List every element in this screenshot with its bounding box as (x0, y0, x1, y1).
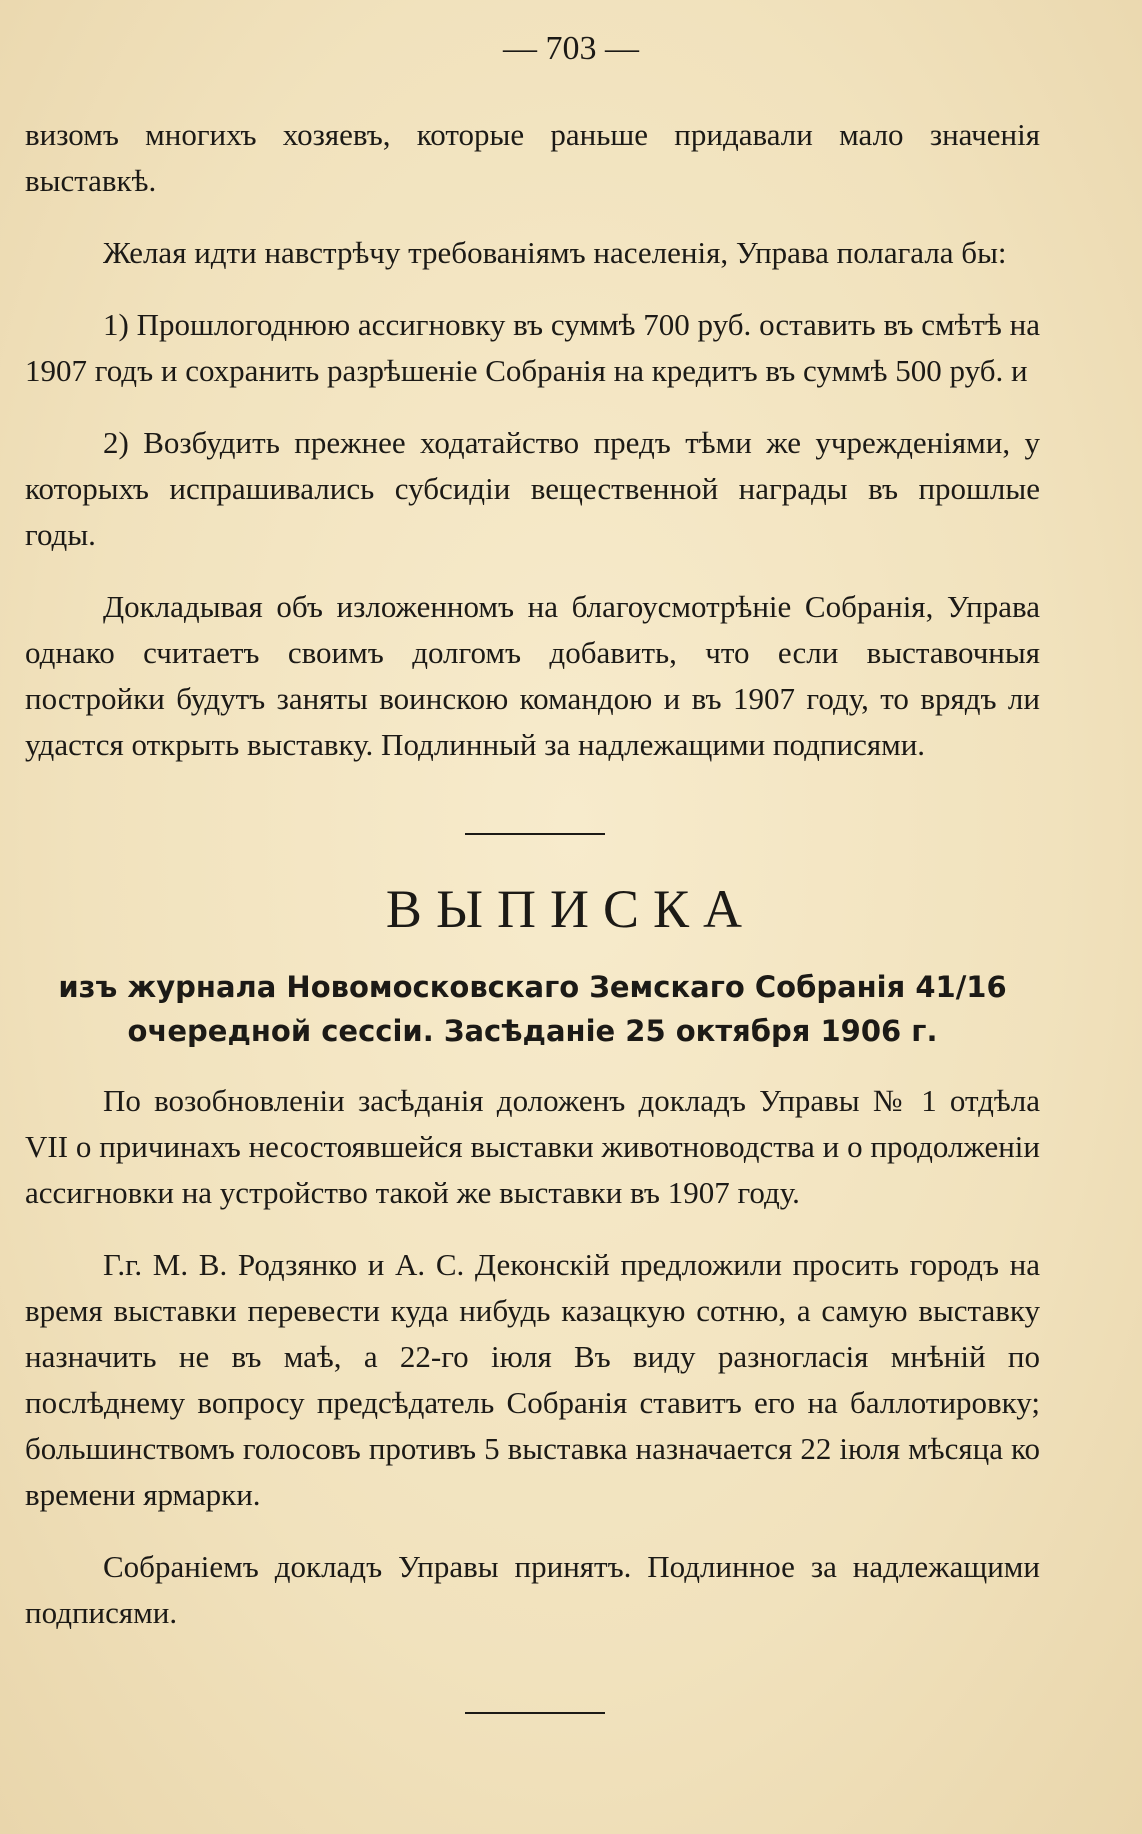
body-section-2 (25, 1078, 1040, 1636)
paragraph: Собраніемъ докладъ Управы принятъ. Подлинное за надлежащими подписями. (25, 1549, 1040, 1630)
section-subheading: изъ журнала Новомосковскаго Земскаго Собранія 41/16 очередной сессіи. Засѣданіе 25 октября 1906 г. (58, 970, 1007, 1048)
paragraph: Г.г. М. В. Родзянко и А. С. Деконскій предложили просить городъ на время выставки перевести куда нибудь казацкую сотню, а самую выставку назначить не въ маѣ, а 22-го іюля Въ виду разногласія мнѣній по послѣднему вопросу предсѣдатель Собранія ставитъ его на баллотировку; большинствомъ голосовъ противъ 5 выставка назначается 22 іюля мѣсяца ко времени ярмарки. (25, 1247, 1040, 1512)
paragraph: Желая идти навстрѣчу требованіямъ населенія, Управа полагала бы: (103, 235, 1007, 270)
body-section-1 (25, 112, 1040, 768)
paragraph: 1) Прошлогоднюю ассигновку въ суммѣ 700 руб. оставить въ смѣтѣ на 1907 годъ и сохранить разрѣшеніе Собранія на кредитъ въ суммѣ 500 руб. и (25, 307, 1040, 388)
paragraph: визомъ многихъ хозяевъ, которые раньше придавали мало значенія выставкѣ. (25, 117, 1040, 198)
paragraph: Докладывая объ изложенномъ на благоусмотрѣніе Собранія, Управа однако считаетъ своимъ долгомъ добавить, что если выставочныя постройки будутъ заняты воинскою командою и въ 1907 году, то врядъ ли удастся открыть выставку. Подлинный за надлежащими подписями. (25, 589, 1040, 762)
divider (465, 1712, 605, 1714)
divider (465, 833, 605, 835)
paragraph: 2) Возбудить прежнее ходатайство предъ тѣми же учрежденіями, у которыхъ испрашивались субсидіи вещественной награды въ прошлые годы. (25, 425, 1040, 552)
page-number: — 703 — (503, 30, 639, 67)
paragraph: По возобновленіи засѣданія доложенъ докладъ Управы № 1 отдѣла VII о причинахъ несостоявшейся выставки животноводства и о продолженіи ассигновки на устройство такой же выставки въ 1907 году. (25, 1083, 1040, 1210)
section-heading: ВЫПИСКА (385, 879, 757, 939)
